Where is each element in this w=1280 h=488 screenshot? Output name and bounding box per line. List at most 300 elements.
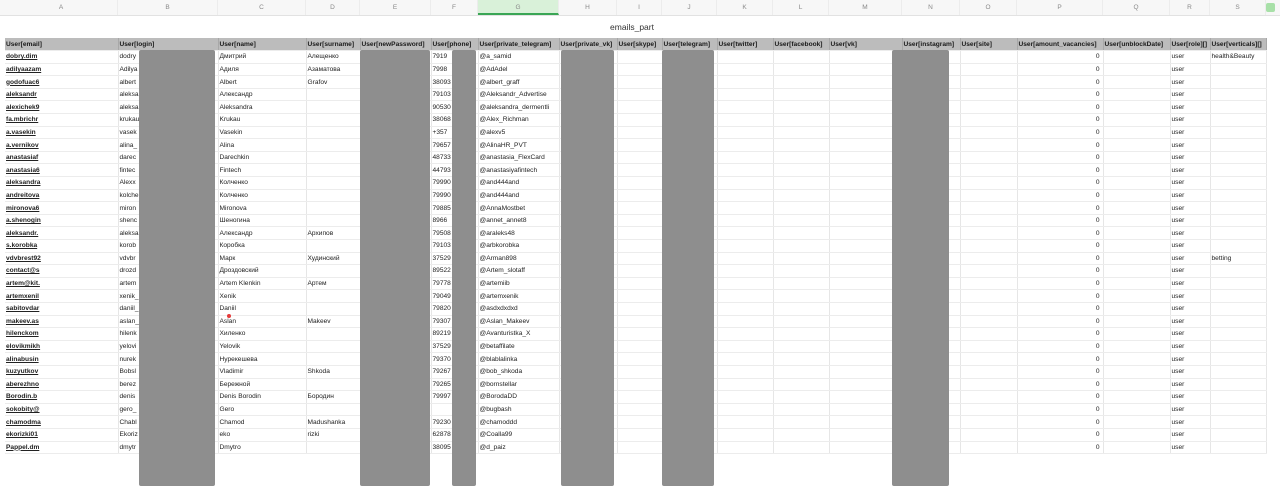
table-cell[interactable]: Александр bbox=[218, 88, 306, 101]
table-cell[interactable] bbox=[717, 202, 773, 215]
table-cell[interactable]: 0 bbox=[1017, 139, 1103, 152]
table-cell[interactable] bbox=[1103, 277, 1170, 290]
table-cell[interactable]: user bbox=[1170, 214, 1210, 227]
table-cell[interactable]: aleksa bbox=[118, 101, 218, 114]
table-cell[interactable] bbox=[717, 101, 773, 114]
table-cell[interactable]: a.vasekin bbox=[5, 126, 118, 139]
table-cell[interactable] bbox=[960, 365, 1017, 378]
table-cell[interactable]: Коробка bbox=[218, 240, 306, 253]
table-cell[interactable] bbox=[960, 403, 1017, 416]
table-cell[interactable]: Yelovik bbox=[218, 340, 306, 353]
table-cell[interactable]: Dmytro bbox=[218, 441, 306, 454]
table-cell[interactable]: 0 bbox=[1017, 240, 1103, 253]
table-cell[interactable] bbox=[717, 328, 773, 341]
table-cell[interactable] bbox=[717, 416, 773, 429]
table-cell[interactable]: 62878 bbox=[431, 428, 478, 441]
table-cell[interactable] bbox=[617, 265, 662, 278]
table-cell[interactable]: 0 bbox=[1017, 403, 1103, 416]
table-cell[interactable] bbox=[960, 277, 1017, 290]
table-cell[interactable]: Adilya bbox=[118, 63, 218, 76]
table-cell[interactable]: 79267 bbox=[431, 365, 478, 378]
table-cell[interactable] bbox=[306, 265, 360, 278]
column-letter-e[interactable]: E bbox=[360, 0, 431, 15]
header-cell[interactable]: User[phone] bbox=[431, 38, 478, 51]
table-cell[interactable]: Madushanka bbox=[306, 416, 360, 429]
table-cell[interactable] bbox=[717, 378, 773, 391]
column-letter-m[interactable]: M bbox=[829, 0, 902, 15]
table-cell[interactable] bbox=[717, 403, 773, 416]
table-cell[interactable] bbox=[1210, 114, 1266, 127]
table-cell[interactable] bbox=[617, 328, 662, 341]
table-cell[interactable]: 0 bbox=[1017, 164, 1103, 177]
table-cell[interactable]: aleksa bbox=[118, 88, 218, 101]
table-cell[interactable]: user bbox=[1170, 328, 1210, 341]
header-cell[interactable]: User[unblockDate] bbox=[1103, 38, 1170, 51]
table-cell[interactable]: Darechkin bbox=[218, 151, 306, 164]
table-cell[interactable]: @araleks48 bbox=[478, 227, 559, 240]
table-cell[interactable] bbox=[717, 428, 773, 441]
table-cell[interactable] bbox=[1103, 302, 1170, 315]
table-cell[interactable] bbox=[617, 302, 662, 315]
table-cell[interactable] bbox=[306, 189, 360, 202]
table-cell[interactable] bbox=[1210, 189, 1266, 202]
table-cell[interactable] bbox=[773, 416, 829, 429]
table-cell[interactable]: 0 bbox=[1017, 302, 1103, 315]
table-cell[interactable] bbox=[617, 214, 662, 227]
table-cell[interactable] bbox=[617, 51, 662, 64]
table-cell[interactable] bbox=[617, 277, 662, 290]
table-cell[interactable]: Артем bbox=[306, 277, 360, 290]
table-cell[interactable]: Fintech bbox=[218, 164, 306, 177]
table-cell[interactable] bbox=[773, 353, 829, 366]
table-cell[interactable] bbox=[617, 315, 662, 328]
table-cell[interactable]: 89522 bbox=[431, 265, 478, 278]
table-cell[interactable]: 0 bbox=[1017, 88, 1103, 101]
table-cell[interactable]: user bbox=[1170, 76, 1210, 89]
header-cell[interactable]: User[verticals][] bbox=[1210, 38, 1266, 51]
table-cell[interactable]: @arbkorobka bbox=[478, 240, 559, 253]
column-letter-o[interactable]: O bbox=[960, 0, 1017, 15]
table-cell[interactable] bbox=[1103, 290, 1170, 303]
table-cell[interactable]: user bbox=[1170, 139, 1210, 152]
table-cell[interactable] bbox=[960, 202, 1017, 215]
table-cell[interactable]: Shkoda bbox=[306, 365, 360, 378]
table-cell[interactable] bbox=[306, 214, 360, 227]
table-cell[interactable]: @anastasiyafintech bbox=[478, 164, 559, 177]
column-letter-h[interactable]: H bbox=[559, 0, 617, 15]
table-cell[interactable] bbox=[960, 114, 1017, 127]
header-cell[interactable]: User[vk] bbox=[829, 38, 902, 51]
table-cell[interactable] bbox=[960, 353, 1017, 366]
table-cell[interactable]: user bbox=[1170, 391, 1210, 404]
table-cell[interactable] bbox=[773, 441, 829, 454]
table-cell[interactable] bbox=[773, 340, 829, 353]
header-cell[interactable]: User[facebook] bbox=[773, 38, 829, 51]
table-cell[interactable]: user bbox=[1170, 365, 1210, 378]
table-cell[interactable] bbox=[1103, 63, 1170, 76]
table-cell[interactable]: @albert_graff bbox=[478, 76, 559, 89]
table-cell[interactable] bbox=[1103, 365, 1170, 378]
table-cell[interactable] bbox=[773, 214, 829, 227]
table-cell[interactable]: @Avanturistka_X bbox=[478, 328, 559, 341]
table-cell[interactable] bbox=[306, 101, 360, 114]
table-cell[interactable]: health&Beauty bbox=[1210, 51, 1266, 64]
table-cell[interactable]: 0 bbox=[1017, 177, 1103, 190]
table-cell[interactable] bbox=[960, 441, 1017, 454]
table-cell[interactable] bbox=[960, 139, 1017, 152]
table-cell[interactable] bbox=[717, 76, 773, 89]
table-cell[interactable]: 79820 bbox=[431, 302, 478, 315]
table-cell[interactable]: 38093 bbox=[431, 76, 478, 89]
table-cell[interactable]: 0 bbox=[1017, 76, 1103, 89]
table-cell[interactable] bbox=[1103, 189, 1170, 202]
table-cell[interactable] bbox=[617, 416, 662, 429]
table-cell[interactable]: mironova6 bbox=[5, 202, 118, 215]
table-cell[interactable]: user bbox=[1170, 177, 1210, 190]
table-cell[interactable]: dmytr bbox=[118, 441, 218, 454]
table-cell[interactable] bbox=[773, 126, 829, 139]
table-cell[interactable] bbox=[617, 428, 662, 441]
table-cell[interactable] bbox=[960, 315, 1017, 328]
table-cell[interactable] bbox=[1103, 214, 1170, 227]
table-cell[interactable]: @and444and bbox=[478, 189, 559, 202]
table-cell[interactable] bbox=[1210, 441, 1266, 454]
table-cell[interactable] bbox=[617, 76, 662, 89]
table-cell[interactable] bbox=[1210, 126, 1266, 139]
table-cell[interactable] bbox=[1103, 378, 1170, 391]
table-cell[interactable] bbox=[773, 189, 829, 202]
table-cell[interactable] bbox=[960, 164, 1017, 177]
table-cell[interactable] bbox=[717, 139, 773, 152]
column-letter-c[interactable]: C bbox=[218, 0, 306, 15]
table-cell[interactable] bbox=[1210, 177, 1266, 190]
table-cell[interactable] bbox=[1210, 353, 1266, 366]
column-letter-s[interactable]: S bbox=[1210, 0, 1266, 15]
table-cell[interactable] bbox=[306, 139, 360, 152]
table-cell[interactable] bbox=[617, 441, 662, 454]
table-cell[interactable]: Aleksandra bbox=[218, 101, 306, 114]
table-cell[interactable]: @Coalla99 bbox=[478, 428, 559, 441]
table-cell[interactable] bbox=[717, 114, 773, 127]
table-cell[interactable]: 44793 bbox=[431, 164, 478, 177]
table-cell[interactable]: Колченко bbox=[218, 189, 306, 202]
column-letter-k[interactable]: K bbox=[717, 0, 773, 15]
table-cell[interactable]: @artemiib bbox=[478, 277, 559, 290]
table-cell[interactable]: Марк bbox=[218, 252, 306, 265]
table-cell[interactable]: user bbox=[1170, 202, 1210, 215]
table-cell[interactable] bbox=[773, 428, 829, 441]
column-letter-f[interactable]: F bbox=[431, 0, 478, 15]
table-cell[interactable]: artem bbox=[118, 277, 218, 290]
table-cell[interactable]: Alexx bbox=[118, 177, 218, 190]
table-cell[interactable] bbox=[617, 378, 662, 391]
table-cell[interactable]: Колченко bbox=[218, 177, 306, 190]
table-cell[interactable]: user bbox=[1170, 340, 1210, 353]
table-cell[interactable] bbox=[617, 340, 662, 353]
table-cell[interactable] bbox=[306, 202, 360, 215]
table-cell[interactable] bbox=[1103, 51, 1170, 64]
table-cell[interactable]: aslan_ bbox=[118, 315, 218, 328]
table-cell[interactable]: @anastasia_FlexCard bbox=[478, 151, 559, 164]
table-cell[interactable]: @chamoddd bbox=[478, 416, 559, 429]
table-cell[interactable] bbox=[717, 240, 773, 253]
table-cell[interactable]: Gero bbox=[218, 403, 306, 416]
table-cell[interactable]: 0 bbox=[1017, 114, 1103, 127]
header-cell[interactable]: User[login] bbox=[118, 38, 218, 51]
table-cell[interactable]: user bbox=[1170, 189, 1210, 202]
table-cell[interactable]: Азаматова bbox=[306, 63, 360, 76]
table-cell[interactable]: user bbox=[1170, 416, 1210, 429]
column-letter-p[interactable]: P bbox=[1017, 0, 1103, 15]
table-cell[interactable] bbox=[960, 227, 1017, 240]
table-cell[interactable]: 0 bbox=[1017, 202, 1103, 215]
table-cell[interactable] bbox=[1210, 290, 1266, 303]
table-cell[interactable] bbox=[1103, 391, 1170, 404]
table-cell[interactable]: aleksa bbox=[118, 227, 218, 240]
table-cell[interactable]: sabitovdar bbox=[5, 302, 118, 315]
table-cell[interactable] bbox=[773, 63, 829, 76]
table-cell[interactable]: ekorizki01 bbox=[5, 428, 118, 441]
table-cell[interactable]: Алещенко bbox=[306, 51, 360, 64]
table-cell[interactable] bbox=[306, 240, 360, 253]
table-cell[interactable]: Grafov bbox=[306, 76, 360, 89]
table-cell[interactable] bbox=[1103, 265, 1170, 278]
table-cell[interactable] bbox=[1103, 315, 1170, 328]
table-cell[interactable]: user bbox=[1170, 353, 1210, 366]
table-cell[interactable] bbox=[1103, 340, 1170, 353]
table-cell[interactable] bbox=[1103, 126, 1170, 139]
table-cell[interactable]: 48733 bbox=[431, 151, 478, 164]
table-cell[interactable] bbox=[1210, 365, 1266, 378]
table-cell[interactable] bbox=[306, 290, 360, 303]
table-cell[interactable]: @Aleksandr_Advertise bbox=[478, 88, 559, 101]
table-cell[interactable]: adilyaazam bbox=[5, 63, 118, 76]
table-cell[interactable] bbox=[1210, 391, 1266, 404]
table-cell[interactable]: 79990 bbox=[431, 177, 478, 190]
table-cell[interactable] bbox=[1210, 227, 1266, 240]
table-cell[interactable] bbox=[1210, 214, 1266, 227]
table-cell[interactable]: 79307 bbox=[431, 315, 478, 328]
table-cell[interactable]: rizki bbox=[306, 428, 360, 441]
table-cell[interactable] bbox=[960, 151, 1017, 164]
table-cell[interactable] bbox=[306, 353, 360, 366]
table-cell[interactable]: Адиля bbox=[218, 63, 306, 76]
table-cell[interactable] bbox=[306, 403, 360, 416]
table-cell[interactable]: fintec bbox=[118, 164, 218, 177]
table-cell[interactable]: @bugbash bbox=[478, 403, 559, 416]
table-cell[interactable] bbox=[1103, 403, 1170, 416]
table-cell[interactable] bbox=[1210, 76, 1266, 89]
table-cell[interactable] bbox=[306, 340, 360, 353]
table-cell[interactable]: @Aslan_Makeev bbox=[478, 315, 559, 328]
table-cell[interactable] bbox=[617, 353, 662, 366]
header-cell[interactable]: User[telegram] bbox=[662, 38, 717, 51]
table-cell[interactable] bbox=[617, 403, 662, 416]
header-cell[interactable]: User[private_vk] bbox=[559, 38, 617, 51]
table-cell[interactable] bbox=[617, 252, 662, 265]
table-cell[interactable]: Нурекешева bbox=[218, 353, 306, 366]
table-cell[interactable] bbox=[1103, 88, 1170, 101]
table-cell[interactable]: 37529 bbox=[431, 252, 478, 265]
table-cell[interactable]: Krukau bbox=[218, 114, 306, 127]
table-cell[interactable]: 79103 bbox=[431, 240, 478, 253]
table-cell[interactable]: 7919 bbox=[431, 51, 478, 64]
table-cell[interactable]: kolche bbox=[118, 189, 218, 202]
table-cell[interactable] bbox=[617, 164, 662, 177]
table-cell[interactable] bbox=[617, 139, 662, 152]
table-cell[interactable] bbox=[1210, 378, 1266, 391]
table-cell[interactable] bbox=[1103, 240, 1170, 253]
table-cell[interactable]: anastasia6 bbox=[5, 164, 118, 177]
column-letter-i[interactable]: I bbox=[617, 0, 662, 15]
table-cell[interactable] bbox=[773, 151, 829, 164]
table-cell[interactable]: 0 bbox=[1017, 277, 1103, 290]
table-cell[interactable]: user bbox=[1170, 290, 1210, 303]
table-cell[interactable] bbox=[960, 416, 1017, 429]
table-cell[interactable]: eko bbox=[218, 428, 306, 441]
table-cell[interactable] bbox=[773, 227, 829, 240]
table-cell[interactable]: Bobsl bbox=[118, 365, 218, 378]
header-cell[interactable]: User[newPassword] bbox=[360, 38, 431, 51]
table-cell[interactable]: Александр bbox=[218, 227, 306, 240]
table-cell[interactable]: 0 bbox=[1017, 51, 1103, 64]
table-cell[interactable]: s.korobka bbox=[5, 240, 118, 253]
table-cell[interactable] bbox=[306, 151, 360, 164]
table-cell[interactable] bbox=[773, 76, 829, 89]
table-cell[interactable]: 0 bbox=[1017, 126, 1103, 139]
table-cell[interactable]: dobry.dim bbox=[5, 51, 118, 64]
table-cell[interactable]: aleksandr. bbox=[5, 227, 118, 240]
table-cell[interactable]: 0 bbox=[1017, 378, 1103, 391]
table-cell[interactable]: alinabusin bbox=[5, 353, 118, 366]
table-cell[interactable]: 0 bbox=[1017, 328, 1103, 341]
table-cell[interactable] bbox=[1210, 315, 1266, 328]
table-cell[interactable]: user bbox=[1170, 315, 1210, 328]
table-cell[interactable] bbox=[773, 139, 829, 152]
table-cell[interactable]: 79997 bbox=[431, 391, 478, 404]
table-cell[interactable]: fa.mbrichr bbox=[5, 114, 118, 127]
table-cell[interactable] bbox=[717, 302, 773, 315]
table-cell[interactable] bbox=[773, 265, 829, 278]
table-cell[interactable]: 79990 bbox=[431, 189, 478, 202]
table-cell[interactable]: Худинский bbox=[306, 252, 360, 265]
table-cell[interactable]: aleksandra bbox=[5, 177, 118, 190]
table-cell[interactable] bbox=[960, 340, 1017, 353]
table-cell[interactable] bbox=[1210, 63, 1266, 76]
table-cell[interactable] bbox=[1210, 416, 1266, 429]
table-cell[interactable] bbox=[1210, 277, 1266, 290]
table-cell[interactable]: user bbox=[1170, 63, 1210, 76]
table-cell[interactable] bbox=[717, 391, 773, 404]
header-cell[interactable]: User[surname] bbox=[306, 38, 360, 51]
table-cell[interactable] bbox=[960, 101, 1017, 114]
table-cell[interactable]: alexichek9 bbox=[5, 101, 118, 114]
table-cell[interactable] bbox=[617, 227, 662, 240]
table-cell[interactable] bbox=[717, 441, 773, 454]
table-cell[interactable] bbox=[773, 365, 829, 378]
table-cell[interactable] bbox=[1103, 139, 1170, 152]
table-cell[interactable] bbox=[717, 252, 773, 265]
table-cell[interactable] bbox=[306, 114, 360, 127]
header-cell[interactable]: User[name] bbox=[218, 38, 306, 51]
table-cell[interactable] bbox=[306, 88, 360, 101]
table-cell[interactable]: @betaffilate bbox=[478, 340, 559, 353]
table-cell[interactable] bbox=[717, 290, 773, 303]
table-cell[interactable] bbox=[717, 214, 773, 227]
table-cell[interactable] bbox=[617, 114, 662, 127]
table-cell[interactable]: user bbox=[1170, 441, 1210, 454]
table-cell[interactable]: 79508 bbox=[431, 227, 478, 240]
table-cell[interactable]: 7998 bbox=[431, 63, 478, 76]
table-cell[interactable] bbox=[617, 177, 662, 190]
table-cell[interactable] bbox=[960, 88, 1017, 101]
table-cell[interactable] bbox=[1210, 139, 1266, 152]
table-cell[interactable]: 0 bbox=[1017, 315, 1103, 328]
table-cell[interactable]: alina_ bbox=[118, 139, 218, 152]
table-cell[interactable]: Бородин bbox=[306, 391, 360, 404]
table-cell[interactable]: Chabl bbox=[118, 416, 218, 429]
table-cell[interactable]: Alina bbox=[218, 139, 306, 152]
table-cell[interactable] bbox=[960, 240, 1017, 253]
table-cell[interactable]: 0 bbox=[1017, 391, 1103, 404]
table-cell[interactable] bbox=[960, 189, 1017, 202]
table-cell[interactable] bbox=[1103, 353, 1170, 366]
table-cell[interactable]: user bbox=[1170, 428, 1210, 441]
table-cell[interactable] bbox=[617, 391, 662, 404]
table-cell[interactable]: 79230 bbox=[431, 416, 478, 429]
table-cell[interactable]: 0 bbox=[1017, 252, 1103, 265]
table-cell[interactable]: 0 bbox=[1017, 63, 1103, 76]
table-cell[interactable]: user bbox=[1170, 101, 1210, 114]
table-cell[interactable] bbox=[717, 51, 773, 64]
table-cell[interactable] bbox=[617, 290, 662, 303]
table-cell[interactable]: 37529 bbox=[431, 340, 478, 353]
table-cell[interactable]: @Alex_Richman bbox=[478, 114, 559, 127]
table-cell[interactable] bbox=[306, 328, 360, 341]
table-cell[interactable] bbox=[306, 441, 360, 454]
table-cell[interactable]: hilenk bbox=[118, 328, 218, 341]
header-cell[interactable]: User[site] bbox=[960, 38, 1017, 51]
table-cell[interactable] bbox=[1103, 227, 1170, 240]
table-cell[interactable]: Denis Borodin bbox=[218, 391, 306, 404]
table-cell[interactable] bbox=[717, 365, 773, 378]
table-cell[interactable] bbox=[960, 290, 1017, 303]
column-letter-q[interactable]: Q bbox=[1103, 0, 1170, 15]
table-cell[interactable]: elovikmikh bbox=[5, 340, 118, 353]
table-cell[interactable] bbox=[1210, 240, 1266, 253]
table-cell[interactable]: @AlinaHR_PVT bbox=[478, 139, 559, 152]
table-cell[interactable]: @annet_annet8 bbox=[478, 214, 559, 227]
table-cell[interactable] bbox=[1103, 416, 1170, 429]
table-cell[interactable]: 79657 bbox=[431, 139, 478, 152]
table-cell[interactable] bbox=[1210, 265, 1266, 278]
table-cell[interactable]: sokobity@ bbox=[5, 403, 118, 416]
table-cell[interactable]: albert bbox=[118, 76, 218, 89]
column-letter-r[interactable]: R bbox=[1170, 0, 1210, 15]
table-cell[interactable]: nurek bbox=[118, 353, 218, 366]
column-letter-g[interactable]: G bbox=[478, 0, 559, 15]
table-cell[interactable]: vdvbr bbox=[118, 252, 218, 265]
table-cell[interactable]: 0 bbox=[1017, 227, 1103, 240]
table-cell[interactable] bbox=[617, 101, 662, 114]
table-cell[interactable]: 0 bbox=[1017, 353, 1103, 366]
table-cell[interactable] bbox=[1103, 76, 1170, 89]
table-cell[interactable]: Дмитрий bbox=[218, 51, 306, 64]
table-cell[interactable] bbox=[960, 252, 1017, 265]
table-cell[interactable]: Vladimir bbox=[218, 365, 306, 378]
table-cell[interactable] bbox=[1210, 428, 1266, 441]
table-cell[interactable]: 0 bbox=[1017, 365, 1103, 378]
